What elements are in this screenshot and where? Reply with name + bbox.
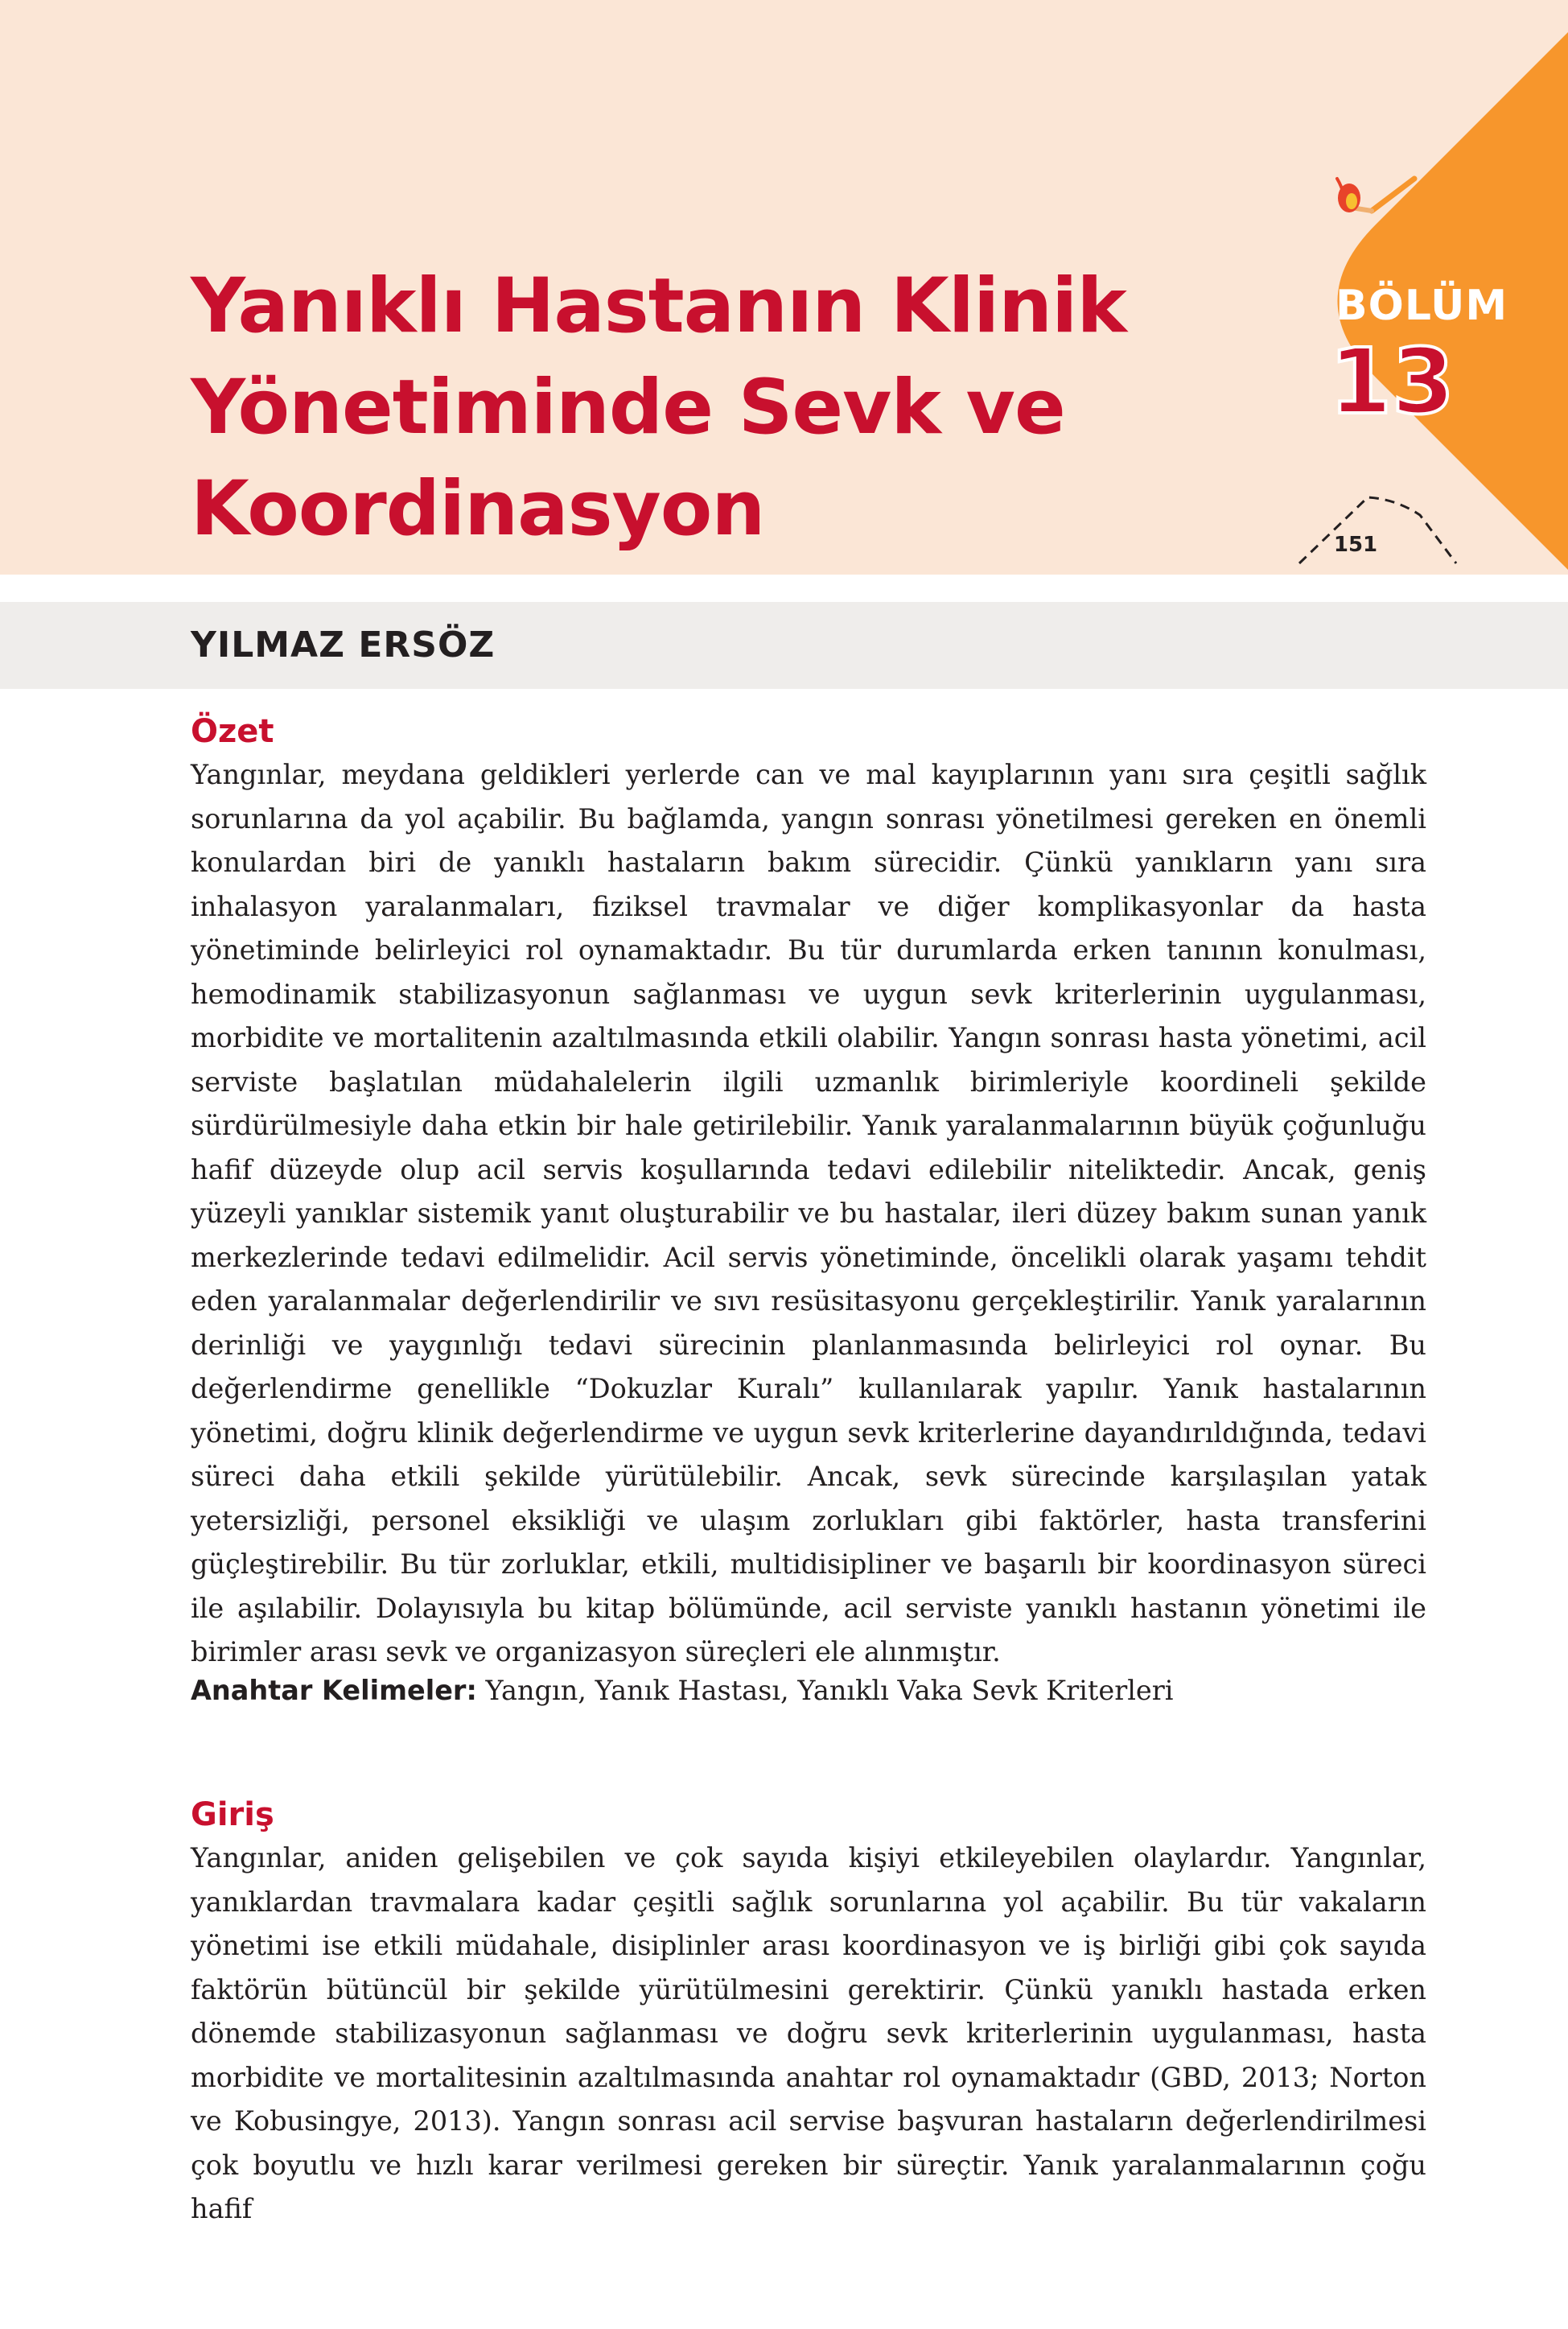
chapter-badge	[0, 0, 1568, 575]
introduction-heading: Giriş	[191, 1796, 274, 1833]
chapter-number: 13	[1329, 330, 1455, 435]
page-number: 151	[1333, 533, 1378, 557]
keywords-text: Yangın, Yanık Hastası, Yanıklı Vaka Sevk Kriterleri	[485, 1675, 1174, 1706]
keywords-label: Anahtar Kelimeler:	[191, 1675, 477, 1706]
abstract-heading: Özet	[191, 713, 274, 750]
introduction-text: Yangınlar, aniden gelişebilen ve çok sayıda kişiyi etkileyebilen olaylardır. Yangınlar, yanıklardan travmalara kadar çeşitli sağlık sorunlarına yol açabilir. Bu tür vakaların yönetimi ise etkili müdahale, disiplinler arası koordinasyon ve iş birliği gibi çok sayıda faktörün bütüncül bir şekilde yürütülmesini gerektirir. Çünkü yanıklı hastada erken dönemde stabilizasyonun sağlanması ve doğru sevk kriterlerinin uygulanması, hasta morbidite ve mortalitesinin azaltılmasında anahtar rol oynamaktadır (GBD, 2013; Norton ve Kobusingye, 2013). Yangın sonrası acil servise başvuran hastaların değerlendirilmesi çok boyutlu ve hızlı karar verilmesi gereken bir süreçtir. Yanık yaralanmalarının çoğu hafif	[191, 1842, 1426, 2224]
chapter-title: Yanıklı Hastanın Klinik Yönetiminde Sevk ve Koordinasyon	[191, 262, 1126, 553]
author-name: YILMAZ ERSÖZ	[191, 625, 496, 666]
abstract-text: Yangınlar, meydana geldikleri yerlerde can ve mal kayıplarının yanı sıra çeşitli sağlık sorunlarına da yol açabilir. Bu bağlamda, yangın sonrası yönetilmesi gereken en önemli konulardan biri de yanıklı hastaların bakım sürecidir. Çünkü yanıkların yanı sıra inhalasyon yaralanmaları, fiziksel travmalar ve diğer komplikasyonlar da hasta yönetiminde belirleyici rol oynamaktadır. Bu tür durumlarda erken tanının konulması, hemodinamik stabilizasyonun sağlanması ve uygun sevk kriterlerinin uygulanması, morbidite ve mortalitenin azaltılmasında etkili olabilir. Yangın sonrası hasta yönetimi, acil serviste başlatılan müdahalelerin ilgili uzmanlık birimleriyle koordineli şekilde sürdürülmesiyle daha etkin bir hale getirilebilir. Yanık yaralanmalarının büyük çoğunluğu hafif düzeyde olup acil servis koşullarında tedavi edilebilir niteliktedir. Ancak, geniş yüzeyli yanıklar sistemik yanıt oluşturabilir ve bu hastalar, ileri düzey bakım sunan yanık merkezlerinde tedavi edilmelidir. Acil servis yönetiminde, öncelikli olarak yaşamı tehdit eden yaralanmalar değerlendirilir ve sıvı resüsitasyonu gerçekleştirilir. Yanık yaralarının derinliği ve yaygınlığı tedavi sürecinin planlanmasında belirleyici rol oynar. Bu değerlendirme genellikle “Dokuzlar Kuralı” kullanılarak yapılır. Yanık hastalarının yönetimi, doğru klinik değerlendirme ve uygun sevk kriterlerine dayandırıldığında, tedavi süreci daha etkili şekilde yürütülebilir. Ancak, sevk sürecinde karşılaşılan yatak yetersizliği, personel eksikliği ve ulaşım zorlukları gibi faktörler, hasta transferini güçleştirebilir. Bu tür zorluklar, etkili, multidisipliner ve başarılı bir koordinasyon süreci ile aşılabilir. Dolayısıyla bu kitap bölümünde, acil serviste yanıklı hastanın yönetimi ile birimler arası sevk ve organizasyon süreçleri ele alınmıştır.	[191, 759, 1426, 1667]
chapter-label: BÖLÜM	[1335, 282, 1508, 330]
keywords	[191, 1669, 1426, 1713]
